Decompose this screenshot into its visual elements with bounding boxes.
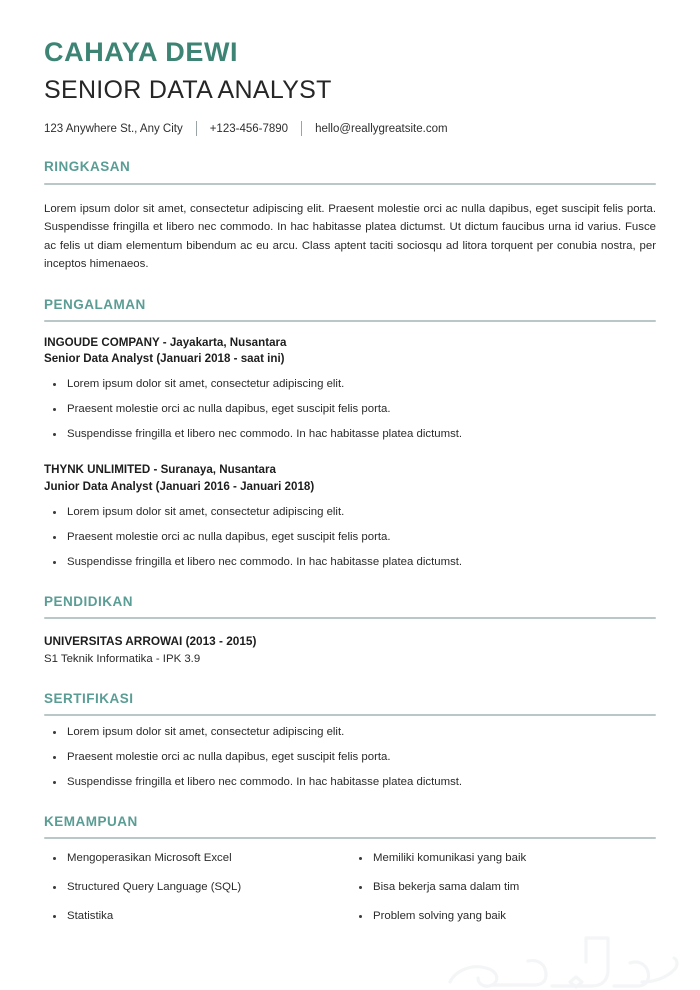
certification-bullets [44,725,656,791]
list-item: Praesent molestie orci ac nulla dapibus, eget suscipit felis porta. [44,402,656,418]
list-item: Praesent molestie orci ac nulla dapibus, eget suscipit felis porta. [44,530,656,546]
section-certification [44,691,656,791]
list-item: Suspendisse fringilla et libero nec commodo. In hac habitasse platea dictumst. [44,427,656,443]
list-item: Lorem ipsum dolor sit amet, consectetur adipiscing elit. [44,377,656,393]
section-title-certification: SERTIFIKASI [44,690,134,706]
list-item: Praesent molestie orci ac nulla dapibus, eget suscipit felis porta. [44,750,656,766]
experience-bullets [44,377,656,443]
watermark-decoration [442,920,682,990]
section-divider [44,714,656,716]
resume-content [44,38,656,925]
contact-separator-icon [301,121,302,136]
experience-company: THYNK UNLIMITED - Suranaya, Nusantara [44,463,276,477]
contact-email[interactable]: hello@reallygreatsite.com [315,122,448,135]
candidate-name: CAHAYA DEWI [44,37,239,67]
experience-bullets [44,505,656,571]
section-experience [44,297,656,571]
section-divider [44,837,656,839]
skills-list-right [350,851,656,925]
list-item: Structured Query Language (SQL) [44,880,350,896]
section-title-education: PENDIDIKAN [44,593,134,609]
contact-phone[interactable]: +123-456-7890 [209,122,289,135]
section-education [44,594,656,668]
section-skills [44,814,656,925]
experience-company: INGOUDE COMPANY - Jayakarta, Nusantara [44,335,287,349]
list-item: Statistika [44,909,350,925]
skills-columns [44,851,656,925]
education-item [44,633,656,668]
education-school: UNIVERSITAS ARROWAI (2013 - 2015) [44,633,257,648]
list-item: Lorem ipsum dolor sit amet, consectetur adipiscing elit. [44,725,656,741]
list-item: Suspendisse fringilla et libero nec commodo. In hac habitasse platea dictumst. [44,555,656,571]
experience-item [44,335,656,444]
experience-item [44,462,656,571]
section-title-skills: KEMAMPUAN [44,813,138,829]
experience-title: Senior Data Analyst (Januari 2018 - saat ini) [44,352,285,366]
section-title-experience: PENGALAMAN [44,296,146,312]
list-item: Bisa bekerja sama dalam tim [350,880,656,896]
list-item: Lorem ipsum dolor sit amet, consectetur adipiscing elit. [44,505,656,521]
skills-column-right [350,851,656,925]
education-detail: S1 Teknik Informatika - IPK 3.9 [44,652,201,665]
list-item: Memiliki komunikasi yang baik [350,851,656,867]
skills-column-left [44,851,350,925]
experience-title: Junior Data Analyst (Januari 2016 - Januari 2018) [44,479,315,493]
section-title-summary: RINGKASAN [44,159,131,175]
candidate-role: SENIOR DATA ANALYST [44,75,332,104]
page-header [44,38,656,136]
skills-list-left [44,851,350,925]
contact-address: 123 Anywhere St., Any City [44,122,183,135]
contact-separator-icon [196,121,197,136]
contact-line [44,121,656,136]
list-item: Problem solving yang baik [350,909,656,925]
section-divider [44,320,656,322]
section-summary [44,159,656,273]
summary-text: Lorem ipsum dolor sit amet, consectetur adipiscing elit. Praesent molestie orci ac nulla dapibus, eget suscipit felis porta. Suspendisse fringilla et libero nec commodo. In hac habitasse platea dictumst. Ut dictum faucibus urna id varius. Fusce ac felis ut diam elementum bibendum ac eu arcu. Class aptent taciti sociosqu ad litora torquent per conubia nostra, per inceptos himenaeos. [44,202,656,271]
list-item: Mengoperasikan Microsoft Excel [44,851,350,867]
section-divider [44,183,656,185]
list-item: Suspendisse fringilla et libero nec commodo. In hac habitasse platea dictumst. [44,775,656,791]
resume-page [0,38,700,990]
section-divider [44,617,656,619]
